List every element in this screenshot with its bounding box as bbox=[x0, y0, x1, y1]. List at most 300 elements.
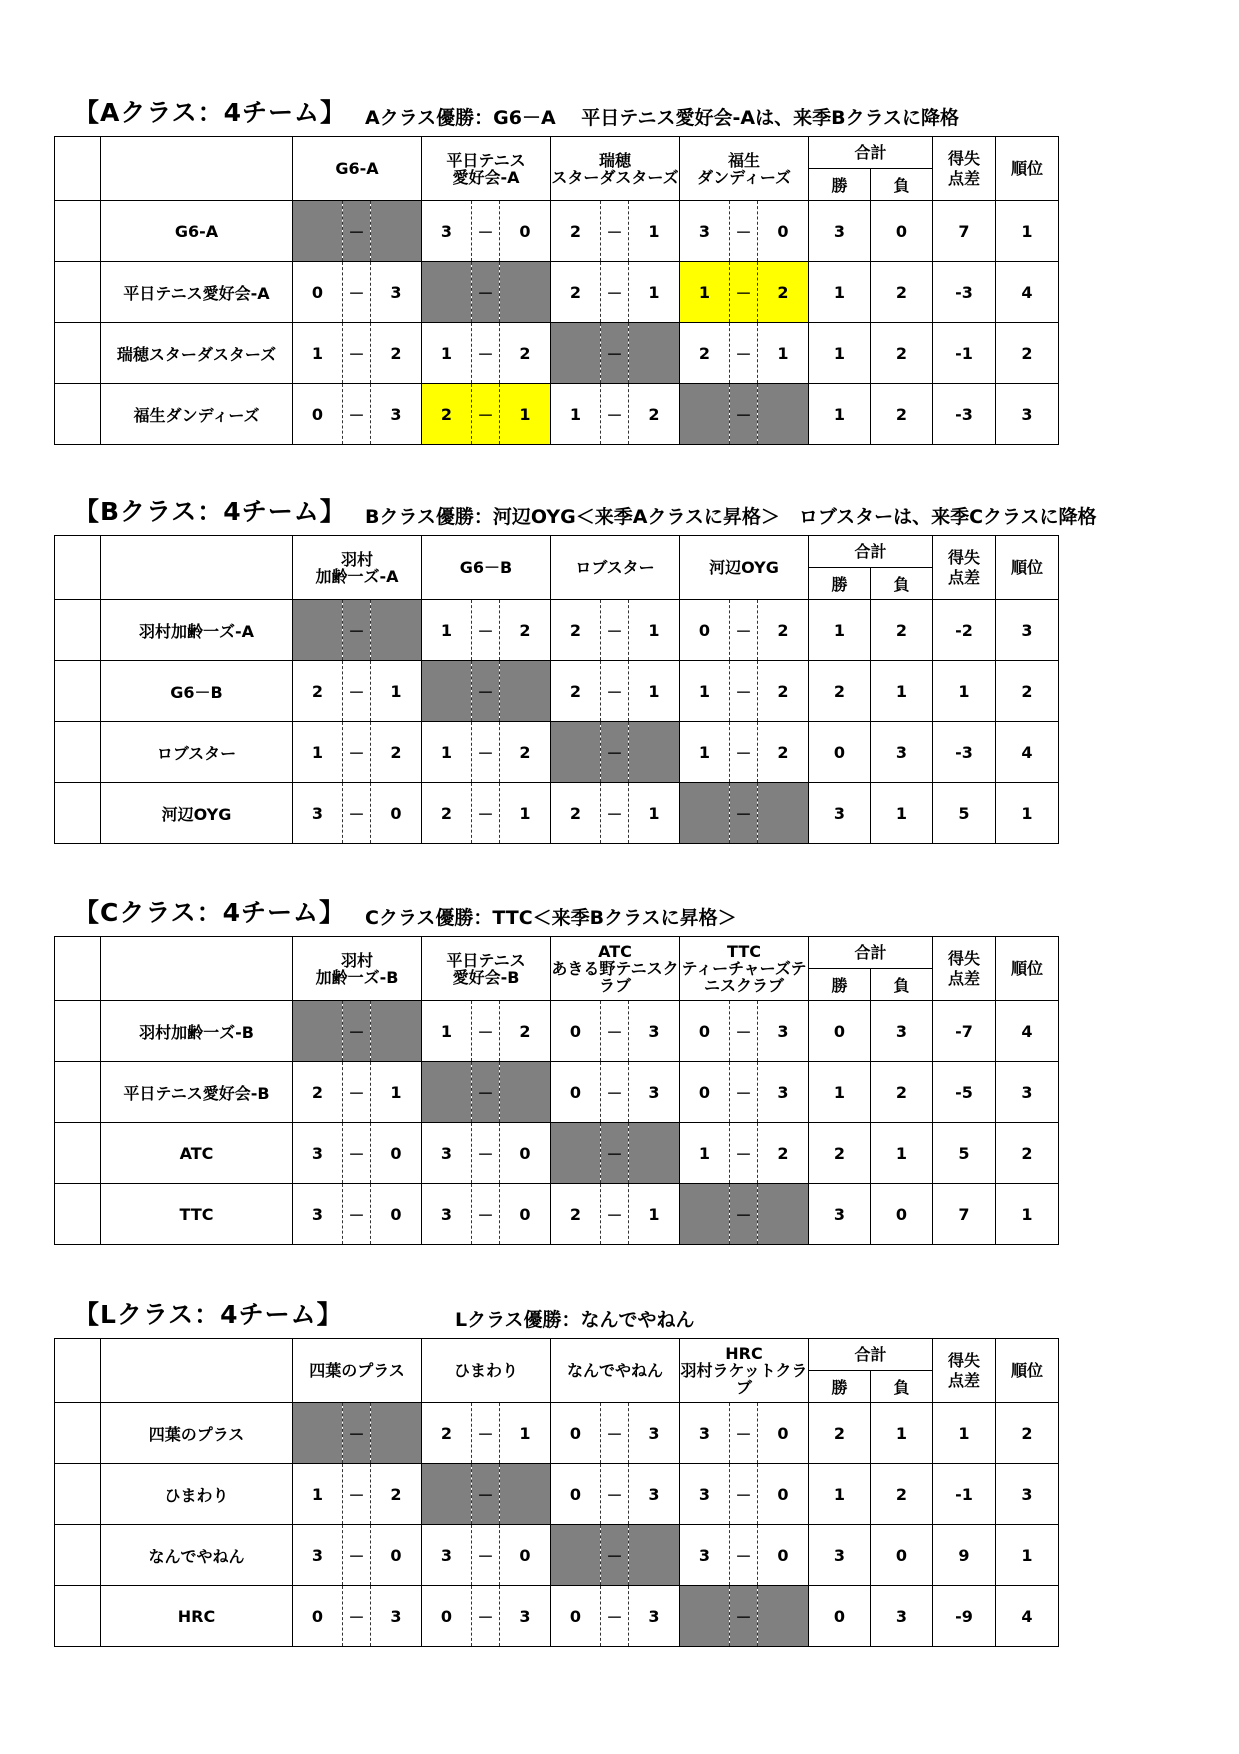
row-marker bbox=[55, 1586, 101, 1647]
table-row bbox=[55, 1123, 1059, 1184]
opponent-name-line1: 平日テニス bbox=[446, 150, 526, 170]
rank-value: 3 bbox=[996, 384, 1059, 445]
opponent-header bbox=[680, 536, 809, 600]
score-separator: － bbox=[730, 1586, 758, 1647]
score-against: 2 bbox=[758, 661, 809, 722]
score-separator: － bbox=[343, 1184, 371, 1245]
losses-value: 2 bbox=[871, 1464, 933, 1525]
opponent-name-line1: 羽村 bbox=[340, 549, 373, 569]
score-separator: － bbox=[601, 384, 629, 445]
self-match-cell bbox=[500, 1464, 551, 1525]
score-against: 3 bbox=[758, 1001, 809, 1062]
table-row bbox=[55, 1464, 1059, 1525]
opponent-header bbox=[551, 1339, 680, 1403]
rank-value: 2 bbox=[996, 323, 1059, 384]
point-diff-value: 9 bbox=[933, 1525, 996, 1586]
score-for: 1 bbox=[293, 722, 343, 783]
score-for: 3 bbox=[422, 1184, 472, 1245]
score-separator: － bbox=[472, 384, 500, 445]
score-for: 0 bbox=[551, 1001, 601, 1062]
self-match-cell bbox=[293, 1001, 343, 1062]
wins-value: 2 bbox=[809, 1403, 871, 1464]
rank-value: 2 bbox=[996, 1403, 1059, 1464]
losses-value: 3 bbox=[871, 1001, 933, 1062]
score-against: 1 bbox=[629, 1184, 680, 1245]
self-match-cell bbox=[422, 1062, 472, 1123]
class-result-note: Bクラス優勝：河辺OYG＜来季Aクラスに昇格＞ ロブスターは、来季Cクラスに降格 bbox=[365, 506, 1097, 528]
team-name: なんでやねん bbox=[101, 1525, 293, 1586]
score-separator: － bbox=[343, 783, 371, 844]
blank-corner bbox=[55, 536, 101, 600]
losses-value: 2 bbox=[871, 323, 933, 384]
score-against: 3 bbox=[500, 1586, 551, 1647]
score-separator: － bbox=[472, 783, 500, 844]
league-table bbox=[54, 1338, 1059, 1647]
score-against: 0 bbox=[758, 1464, 809, 1525]
point-diff-value: 1 bbox=[933, 1403, 996, 1464]
score-for: 2 bbox=[551, 661, 601, 722]
score-for: 2 bbox=[293, 1062, 343, 1123]
score-separator: － bbox=[343, 201, 371, 262]
score-against: 0 bbox=[758, 1403, 809, 1464]
wins-value: 1 bbox=[809, 600, 871, 661]
team-name: 河辺OYG bbox=[101, 783, 293, 844]
team-name-header bbox=[101, 137, 293, 201]
team-name-header bbox=[101, 1339, 293, 1403]
team-name: 平日テニス愛好会-B bbox=[101, 1062, 293, 1123]
table-row bbox=[55, 262, 1059, 323]
score-for: 0 bbox=[551, 1586, 601, 1647]
score-for: 1 bbox=[422, 600, 472, 661]
score-against: 2 bbox=[500, 600, 551, 661]
opponent-name-line1: ATC bbox=[598, 942, 632, 961]
self-match-cell bbox=[758, 1184, 809, 1245]
wins-value: 1 bbox=[809, 1464, 871, 1525]
opponent-header bbox=[422, 1339, 551, 1403]
score-for: 1 bbox=[680, 722, 730, 783]
rank-value: 1 bbox=[996, 1525, 1059, 1586]
self-match-cell bbox=[500, 262, 551, 323]
score-for: 3 bbox=[680, 1525, 730, 1586]
score-separator: － bbox=[343, 661, 371, 722]
class-title: 【Bクラス：4チーム】 bbox=[74, 497, 346, 526]
class-title: 【Aクラス：4チーム】 bbox=[74, 98, 346, 127]
wins-value: 3 bbox=[809, 783, 871, 844]
self-match-cell bbox=[422, 661, 472, 722]
score-against: 2 bbox=[758, 262, 809, 323]
score-against: 2 bbox=[500, 722, 551, 783]
score-separator: － bbox=[730, 201, 758, 262]
table-row bbox=[55, 722, 1059, 783]
score-for: 2 bbox=[422, 783, 472, 844]
score-separator: － bbox=[601, 783, 629, 844]
score-against: 1 bbox=[500, 1403, 551, 1464]
losses-value: 2 bbox=[871, 1062, 933, 1123]
score-separator: － bbox=[343, 262, 371, 323]
losses-value: 1 bbox=[871, 1123, 933, 1184]
rank-value: 1 bbox=[996, 201, 1059, 262]
row-marker bbox=[55, 783, 101, 844]
score-for: 1 bbox=[422, 1001, 472, 1062]
losses-value: 2 bbox=[871, 600, 933, 661]
score-for: 0 bbox=[293, 262, 343, 323]
wins-value: 1 bbox=[809, 323, 871, 384]
score-for: 0 bbox=[551, 1062, 601, 1123]
score-separator: － bbox=[601, 1062, 629, 1123]
wins-value: 1 bbox=[809, 262, 871, 323]
self-match-cell bbox=[551, 722, 601, 783]
row-marker bbox=[55, 722, 101, 783]
score-for: 2 bbox=[422, 384, 472, 445]
class-result-note: Aクラス優勝：G6－A 平日テニス愛好会-Aは、来季Bクラスに降格 bbox=[365, 107, 960, 129]
score-for: 0 bbox=[551, 1403, 601, 1464]
row-marker bbox=[55, 201, 101, 262]
score-separator: － bbox=[601, 1184, 629, 1245]
self-match-cell bbox=[551, 1123, 601, 1184]
self-match-cell bbox=[551, 323, 601, 384]
table-row bbox=[55, 201, 1059, 262]
score-separator: － bbox=[730, 262, 758, 323]
opponent-header bbox=[551, 536, 680, 600]
table-row bbox=[55, 1184, 1059, 1245]
point-diff-value: 1 bbox=[933, 661, 996, 722]
wins-value: 2 bbox=[809, 1123, 871, 1184]
score-against: 0 bbox=[371, 1123, 422, 1184]
losses-header: 負 bbox=[871, 568, 933, 600]
opponent-name-line1: 河辺OYG bbox=[709, 558, 779, 577]
score-against: 0 bbox=[371, 1184, 422, 1245]
self-match-cell bbox=[629, 323, 680, 384]
wins-value: 2 bbox=[809, 661, 871, 722]
table-row bbox=[55, 661, 1059, 722]
row-marker bbox=[55, 323, 101, 384]
score-against: 0 bbox=[758, 201, 809, 262]
wins-value: 1 bbox=[809, 384, 871, 445]
score-for: 1 bbox=[680, 1123, 730, 1184]
self-match-cell bbox=[422, 262, 472, 323]
total-header: 合計 bbox=[809, 1339, 933, 1371]
score-separator: － bbox=[730, 1062, 758, 1123]
score-separator: － bbox=[343, 1001, 371, 1062]
rank-value: 1 bbox=[996, 783, 1059, 844]
score-against: 1 bbox=[629, 262, 680, 323]
score-separator: － bbox=[343, 722, 371, 783]
score-for: 2 bbox=[551, 201, 601, 262]
self-match-cell bbox=[500, 1062, 551, 1123]
point-diff-line2: 点差 bbox=[947, 968, 980, 988]
self-match-cell bbox=[293, 1403, 343, 1464]
score-for: 0 bbox=[680, 1001, 730, 1062]
team-name: ロブスター bbox=[101, 722, 293, 783]
score-separator: － bbox=[601, 1586, 629, 1647]
score-against: 1 bbox=[500, 384, 551, 445]
rank-value: 4 bbox=[996, 262, 1059, 323]
opponent-name-line1: 福生 bbox=[727, 150, 760, 170]
team-name: 平日テニス愛好会-A bbox=[101, 262, 293, 323]
score-against: 3 bbox=[371, 262, 422, 323]
wins-header: 勝 bbox=[809, 969, 871, 1001]
point-diff-line2: 点差 bbox=[947, 168, 980, 188]
score-against: 0 bbox=[500, 1123, 551, 1184]
losses-value: 3 bbox=[871, 722, 933, 783]
row-marker bbox=[55, 1001, 101, 1062]
opponent-name-line1: ひまわり bbox=[453, 1361, 518, 1380]
self-match-cell bbox=[500, 661, 551, 722]
opponent-name-line1: G6－B bbox=[459, 558, 513, 577]
total-header: 合計 bbox=[809, 536, 933, 568]
wins-value: 3 bbox=[809, 1525, 871, 1586]
score-separator: － bbox=[472, 1184, 500, 1245]
score-against: 3 bbox=[629, 1586, 680, 1647]
losses-value: 0 bbox=[871, 1525, 933, 1586]
score-against: 1 bbox=[758, 323, 809, 384]
score-against: 2 bbox=[758, 600, 809, 661]
team-name: HRC bbox=[101, 1586, 293, 1647]
wins-header: 勝 bbox=[809, 568, 871, 600]
blank-corner bbox=[55, 937, 101, 1001]
losses-header: 負 bbox=[871, 169, 933, 201]
opponent-header bbox=[551, 937, 680, 1001]
self-match-cell bbox=[629, 722, 680, 783]
score-against: 1 bbox=[629, 661, 680, 722]
score-separator: － bbox=[601, 262, 629, 323]
point-diff-line1: 得失 bbox=[947, 547, 980, 567]
score-against: 3 bbox=[629, 1403, 680, 1464]
score-for: 2 bbox=[551, 1184, 601, 1245]
score-for: 3 bbox=[680, 1464, 730, 1525]
opponent-header bbox=[422, 137, 551, 201]
score-for: 0 bbox=[680, 1062, 730, 1123]
point-diff-value: 5 bbox=[933, 1123, 996, 1184]
wins-value: 0 bbox=[809, 1586, 871, 1647]
score-for: 3 bbox=[680, 1403, 730, 1464]
score-separator: － bbox=[601, 323, 629, 384]
losses-value: 2 bbox=[871, 384, 933, 445]
score-for: 0 bbox=[422, 1586, 472, 1647]
team-name: 羽村加齢一ズ-B bbox=[101, 1001, 293, 1062]
row-marker bbox=[55, 1123, 101, 1184]
class-result-note: Cクラス優勝：TTC＜来季Bクラスに昇格＞ bbox=[365, 907, 737, 929]
losses-value: 0 bbox=[871, 1184, 933, 1245]
score-separator: － bbox=[601, 201, 629, 262]
opponent-header bbox=[293, 536, 422, 600]
self-match-cell bbox=[371, 600, 422, 661]
score-for: 3 bbox=[293, 1123, 343, 1184]
wins-header: 勝 bbox=[809, 1371, 871, 1403]
losses-header: 負 bbox=[871, 969, 933, 1001]
score-separator: － bbox=[730, 783, 758, 844]
score-for: 1 bbox=[293, 323, 343, 384]
opponent-name-line2: 羽村ラケットクラブ bbox=[680, 1361, 808, 1397]
losses-value: 1 bbox=[871, 661, 933, 722]
score-against: 0 bbox=[758, 1525, 809, 1586]
point-diff-value: -5 bbox=[933, 1062, 996, 1123]
score-against: 2 bbox=[371, 722, 422, 783]
score-for: 3 bbox=[293, 1525, 343, 1586]
rank-header: 順位 bbox=[996, 937, 1059, 1001]
team-name: ATC bbox=[101, 1123, 293, 1184]
losses-value: 3 bbox=[871, 1586, 933, 1647]
opponent-header bbox=[293, 1339, 422, 1403]
self-match-cell bbox=[680, 384, 730, 445]
rank-value: 4 bbox=[996, 1586, 1059, 1647]
opponent-name-line2: スターダスターズ bbox=[551, 167, 679, 187]
score-separator: － bbox=[601, 1001, 629, 1062]
table-row bbox=[55, 1586, 1059, 1647]
rank-value: 1 bbox=[996, 1184, 1059, 1245]
score-for: 1 bbox=[680, 661, 730, 722]
score-separator: － bbox=[472, 262, 500, 323]
score-for: 0 bbox=[551, 1464, 601, 1525]
score-separator: － bbox=[730, 384, 758, 445]
point-diff-line1: 得失 bbox=[947, 948, 980, 968]
point-diff-header bbox=[933, 937, 996, 1001]
league-table bbox=[54, 535, 1059, 844]
opponent-name-line1: TTC bbox=[727, 942, 761, 961]
score-separator: － bbox=[343, 384, 371, 445]
self-match-cell bbox=[371, 201, 422, 262]
opponent-name-line1: 瑞穂 bbox=[598, 150, 631, 170]
team-name: ひまわり bbox=[101, 1464, 293, 1525]
score-against: 0 bbox=[500, 1525, 551, 1586]
score-against: 3 bbox=[629, 1062, 680, 1123]
row-marker bbox=[55, 600, 101, 661]
row-marker bbox=[55, 1403, 101, 1464]
score-separator: － bbox=[601, 661, 629, 722]
opponent-name-line1: ロブスター bbox=[575, 558, 655, 577]
rank-value: 3 bbox=[996, 1464, 1059, 1525]
score-for: 2 bbox=[680, 323, 730, 384]
opponent-name-line2: 愛好会-A bbox=[452, 167, 520, 187]
team-name: 瑞穂スターダスターズ bbox=[101, 323, 293, 384]
score-separator: － bbox=[343, 1123, 371, 1184]
table-row bbox=[55, 1403, 1059, 1464]
table-row bbox=[55, 1001, 1059, 1062]
point-diff-value: -2 bbox=[933, 600, 996, 661]
score-separator: － bbox=[472, 201, 500, 262]
wins-value: 3 bbox=[809, 1184, 871, 1245]
score-separator: － bbox=[730, 661, 758, 722]
rank-value: 4 bbox=[996, 722, 1059, 783]
team-name: 四葉のプラス bbox=[101, 1403, 293, 1464]
score-for: 2 bbox=[551, 600, 601, 661]
score-separator: － bbox=[472, 1062, 500, 1123]
rank-value: 4 bbox=[996, 1001, 1059, 1062]
score-against: 2 bbox=[371, 323, 422, 384]
score-separator: － bbox=[730, 1525, 758, 1586]
score-for: 3 bbox=[293, 1184, 343, 1245]
score-separator: － bbox=[730, 722, 758, 783]
table-row bbox=[55, 1525, 1059, 1586]
score-separator: － bbox=[343, 1525, 371, 1586]
score-against: 0 bbox=[371, 1525, 422, 1586]
opponent-name-line2: 愛好会-B bbox=[452, 967, 520, 987]
score-for: 3 bbox=[422, 201, 472, 262]
losses-header: 負 bbox=[871, 1371, 933, 1403]
losses-value: 1 bbox=[871, 783, 933, 844]
total-header: 合計 bbox=[809, 937, 933, 969]
score-against: 0 bbox=[371, 783, 422, 844]
score-against: 3 bbox=[371, 1586, 422, 1647]
score-against: 1 bbox=[629, 783, 680, 844]
row-marker bbox=[55, 1184, 101, 1245]
score-for: 1 bbox=[422, 722, 472, 783]
point-diff-header bbox=[933, 536, 996, 600]
opponent-name-line2: 加齢一ズ-A bbox=[315, 566, 399, 586]
table-row bbox=[55, 323, 1059, 384]
score-for: 1 bbox=[551, 384, 601, 445]
score-against: 1 bbox=[629, 201, 680, 262]
wins-value: 3 bbox=[809, 201, 871, 262]
point-diff-value: -3 bbox=[933, 262, 996, 323]
score-separator: － bbox=[472, 722, 500, 783]
team-name: 羽村加齢一ズ-A bbox=[101, 600, 293, 661]
score-for: 3 bbox=[422, 1123, 472, 1184]
self-match-cell bbox=[680, 1184, 730, 1245]
score-against: 3 bbox=[629, 1464, 680, 1525]
score-for: 2 bbox=[551, 783, 601, 844]
score-against: 1 bbox=[371, 1062, 422, 1123]
opponent-header bbox=[680, 137, 809, 201]
score-separator: － bbox=[472, 1123, 500, 1184]
score-for: 0 bbox=[293, 384, 343, 445]
self-match-cell bbox=[629, 1123, 680, 1184]
opponent-name-line1: HRC bbox=[725, 1344, 763, 1363]
score-for: 3 bbox=[680, 201, 730, 262]
score-separator: － bbox=[730, 1464, 758, 1525]
blank-corner bbox=[55, 137, 101, 201]
score-separator: － bbox=[601, 1403, 629, 1464]
table-row bbox=[55, 783, 1059, 844]
score-separator: － bbox=[472, 661, 500, 722]
score-against: 2 bbox=[758, 1123, 809, 1184]
opponent-name-line2: ティーチャーズテニスクラブ bbox=[681, 959, 807, 995]
row-marker bbox=[55, 661, 101, 722]
score-separator: － bbox=[601, 1525, 629, 1586]
score-for: 2 bbox=[422, 1403, 472, 1464]
point-diff-header bbox=[933, 137, 996, 201]
rank-value: 2 bbox=[996, 1123, 1059, 1184]
opponent-name-line2: 加齢一ズ-B bbox=[315, 967, 399, 987]
table-row bbox=[55, 600, 1059, 661]
point-diff-value: 5 bbox=[933, 783, 996, 844]
point-diff-line2: 点差 bbox=[947, 1370, 980, 1390]
point-diff-value: -1 bbox=[933, 323, 996, 384]
opponent-name-line2: あきる野テニスクラブ bbox=[551, 959, 679, 995]
score-against: 2 bbox=[500, 1001, 551, 1062]
class-title: 【Lクラス：4チーム】 bbox=[74, 1300, 343, 1329]
opponent-name-line1: 羽村 bbox=[340, 950, 373, 970]
score-for: 2 bbox=[293, 661, 343, 722]
score-for: 1 bbox=[293, 1464, 343, 1525]
self-match-cell bbox=[371, 1403, 422, 1464]
losses-value: 2 bbox=[871, 262, 933, 323]
score-against: 2 bbox=[371, 1464, 422, 1525]
score-separator: － bbox=[730, 600, 758, 661]
opponent-header bbox=[680, 1339, 809, 1403]
wins-value: 0 bbox=[809, 722, 871, 783]
point-diff-line1: 得失 bbox=[947, 1350, 980, 1370]
rank-value: 2 bbox=[996, 661, 1059, 722]
class-title: 【Cクラス：4チーム】 bbox=[74, 898, 345, 927]
league-table bbox=[54, 936, 1059, 1245]
score-for: 3 bbox=[422, 1525, 472, 1586]
score-separator: － bbox=[343, 1403, 371, 1464]
score-for: 3 bbox=[293, 783, 343, 844]
score-against: 1 bbox=[371, 661, 422, 722]
score-against: 2 bbox=[758, 722, 809, 783]
score-separator: － bbox=[343, 1062, 371, 1123]
